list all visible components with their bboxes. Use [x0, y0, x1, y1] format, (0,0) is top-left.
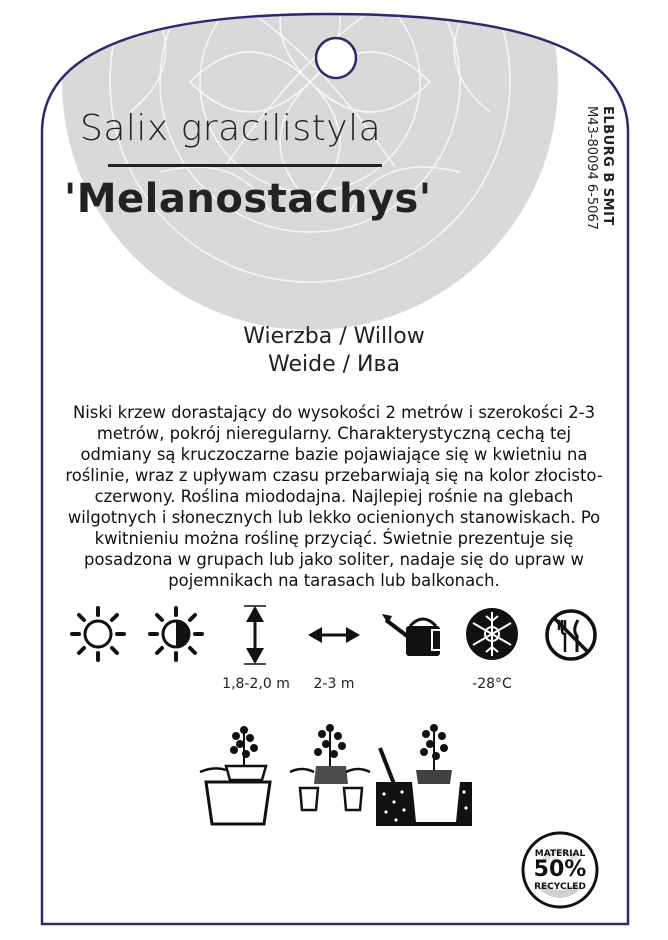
height-label: 1,8-2,0 m [222, 676, 290, 692]
height-icon [240, 604, 270, 666]
width-icon [306, 622, 362, 648]
width-label: 2-3 m [313, 676, 355, 692]
half-shade-icon [148, 606, 204, 662]
badge-percent-text: 50% [533, 857, 587, 882]
product-code: M43-80094 6-5067 [584, 106, 599, 230]
brand-name: ELBURG B SMIT [600, 106, 615, 226]
common-names-line1: Wierzba / Willow [243, 324, 425, 349]
cultivar-name: 'Melanostachys' [64, 176, 432, 222]
frost-hardiness-icon [464, 606, 520, 662]
brand-block [584, 106, 618, 336]
root-loosening-icon [288, 722, 372, 818]
title-divider [108, 164, 382, 167]
badge-material-text: MATERIAL [534, 849, 586, 859]
watering-can-icon [380, 610, 446, 660]
full-sun-icon [70, 606, 126, 662]
badge-recycled-text: RECYCLED [534, 882, 586, 892]
plant-description: Niski krzew dorastający do wysokości 2 metrów i szerokości 2-3 metrów, pokrój nieregularny. Charakterystyczną cechą tej odmiany są kruczoczarne bazie pojawiające się w kwietniu na roślinie, wraz z upływam czasu przebarwiają się na kolor złocisto-czerwony. Roślina miododajna. Najlepiej rośnie na glebach wilgotnych i słonecznych lub lekko ocienionych stanowiskach. Po kwitnieniu można roślinę przyciąć. Świetnie prezentuje się posadzona w grupach lub jako soliter, nadaje się do upraw w pojemnikach na tarasach lub balkonach. [65, 403, 603, 590]
latin-name: Salix gracilistyla [80, 108, 382, 149]
common-names-line2: Weide / Ива [268, 352, 400, 377]
frost-label: -28°C [472, 676, 512, 692]
hang-hole [316, 38, 356, 78]
not-edible-icon [544, 608, 598, 662]
planting-in-soil-icon [372, 722, 476, 826]
pot-removal-icon [196, 722, 280, 826]
